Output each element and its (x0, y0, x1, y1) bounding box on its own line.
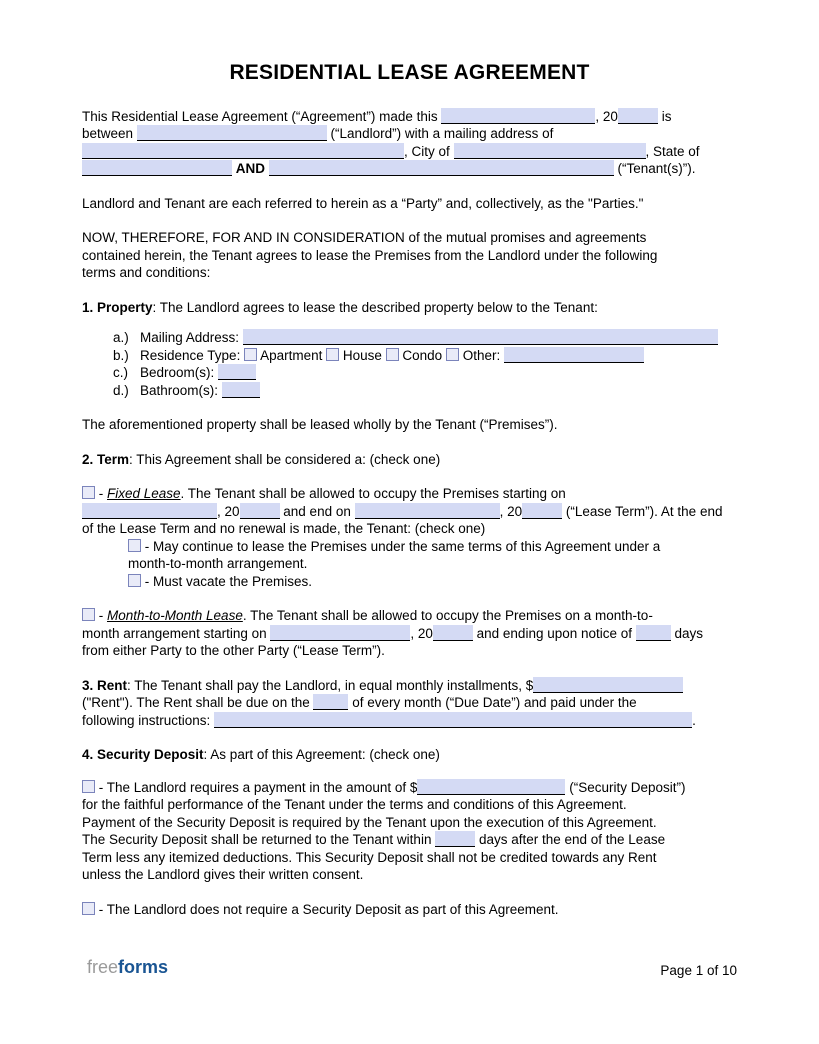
deposit-required-block (82, 779, 737, 884)
deposit-text: Term less any itemized deductions. This Security Deposit shall not be credited towards any Rent (82, 849, 657, 865)
premises-paragraph (82, 416, 737, 434)
dash-text: - (95, 486, 107, 501)
must-vacate-checkbox[interactable] (128, 574, 141, 587)
state-blank[interactable] (82, 160, 232, 176)
agreement-date-blank[interactable] (441, 108, 595, 124)
section-4-heading (82, 746, 737, 764)
section-1-title: 1. Property (82, 299, 153, 315)
deposit-text: unless the Landlord gives their written consent. (82, 867, 364, 882)
month-to-month-text: , 20 (410, 625, 433, 641)
fixed-lease-checkbox[interactable] (82, 486, 95, 499)
month-to-month-checkbox[interactable] (82, 608, 95, 621)
mailing-address-label: Mailing Address: (140, 330, 243, 345)
month-to-month-text: from either Party to the other Party (“Lease Term”). (82, 643, 385, 658)
due-day-blank[interactable] (313, 694, 348, 710)
rent-text: . (692, 712, 696, 728)
fixed-lease-options (128, 538, 737, 591)
fixed-start-date-blank[interactable] (82, 503, 217, 519)
fixed-lease-text: (“Lease Term”). At the end (562, 503, 723, 519)
page-number: Page 1 of 10 (660, 963, 737, 978)
landlord-address-blank[interactable] (82, 143, 404, 159)
fixed-lease-text: . The Tenant shall be allowed to occupy the Premises starting on (180, 486, 566, 501)
deposit-return-days-blank[interactable] (435, 831, 475, 847)
other-label: Other: (458, 347, 504, 363)
deposit-required-checkbox[interactable] (82, 780, 95, 793)
page-footer (87, 956, 737, 980)
apartment-checkbox[interactable] (244, 348, 257, 361)
rent-text: of every month (“Due Date”) and paid under the (348, 695, 637, 710)
consideration-text: contained herein, the Tenant agrees to lease the Premises from the Landlord under the following (82, 247, 658, 263)
list-item (113, 329, 737, 347)
list-item (113, 364, 737, 382)
month-to-month-block (82, 607, 737, 660)
intro-text: This Residential Lease Agreement (“Agreement”) made this (82, 108, 442, 124)
fixed-lease-text: , 20 (499, 503, 523, 519)
fixed-lease-text: and end on (279, 503, 355, 519)
rent-section (82, 677, 737, 730)
consideration-text: terms and conditions: (82, 265, 211, 280)
and-text: AND (235, 161, 266, 176)
section-2-text: : This Agreement shall be considered a: (check one) (129, 451, 441, 467)
list-marker: c.) (113, 365, 128, 380)
may-continue-checkbox[interactable] (128, 539, 141, 552)
fixed-end-date-blank[interactable] (355, 503, 500, 519)
month-to-month-text: days (670, 625, 704, 641)
bedrooms-blank[interactable] (218, 364, 256, 380)
may-continue-text: month-to-month arrangement. (128, 556, 308, 571)
bathrooms-label: Bathroom(s): (140, 382, 222, 398)
tenant-name-blank[interactable] (269, 160, 614, 176)
section-4-title: 4. Security Deposit (82, 747, 204, 762)
rent-text: : The Tenant shall pay the Landlord, in equal monthly installments, $ (127, 677, 534, 693)
condo-label: Condo (398, 347, 446, 363)
intro-text: (“Tenant(s)”). (613, 161, 696, 176)
dash-text: - (95, 608, 107, 623)
intro-text: (“Landlord”) with a mailing address of (326, 126, 554, 141)
month-to-month-label: Month-to-Month Lease (107, 608, 243, 623)
house-label: House (339, 347, 386, 363)
month-to-month-text: month arrangement starting on (82, 625, 271, 641)
freeforms-logo (87, 956, 168, 978)
section-4-text: : As part of this Agreement: (check one) (203, 747, 440, 762)
page-title: RESIDENTIAL LEASE AGREEMENT (229, 61, 590, 84)
section-1-heading (82, 299, 737, 317)
city-blank[interactable] (454, 143, 646, 159)
intro-text: between (82, 126, 137, 141)
apartment-label: Apartment (257, 347, 327, 363)
must-vacate-text: - Must vacate the Premises. (141, 573, 313, 589)
deposit-text: days after the end of the Lease (475, 832, 666, 847)
intro-paragraph (82, 108, 737, 178)
deposit-amount-blank[interactable] (417, 779, 565, 795)
no-deposit-text: - The Landlord does not require a Security Deposit as part of this Agreement. (95, 901, 559, 917)
bathrooms-blank[interactable] (222, 382, 260, 398)
other-checkbox[interactable] (446, 348, 459, 361)
section-1-text: : The Landlord agrees to lease the described property below to the Tenant: (152, 299, 598, 315)
bedrooms-label: Bedroom(s): (140, 365, 219, 380)
no-deposit-checkbox[interactable] (82, 902, 95, 915)
house-checkbox[interactable] (326, 348, 339, 361)
fixed-lease-label: Fixed Lease (107, 486, 181, 501)
other-type-blank[interactable] (504, 347, 644, 363)
no-deposit-block (82, 901, 737, 919)
month-to-month-text: and ending upon notice of (472, 625, 636, 641)
deposit-text: - The Landlord requires a payment in the amount of $ (95, 779, 418, 795)
logo-forms-text: forms (118, 957, 169, 977)
intro-text: is (657, 108, 672, 124)
m2m-start-year-blank[interactable] (433, 625, 473, 641)
property-mailing-address-blank[interactable] (243, 329, 718, 345)
parties-text: Landlord and Tenant are each referred to herein as a “Party” and, collectively, as the "Parties." (82, 195, 644, 211)
section-2-title: 2. Term (82, 451, 130, 467)
residence-type-label: Residence Type: (140, 347, 245, 363)
section-3-title: 3. Rent (82, 677, 128, 693)
rent-text: ("Rent"). The Rent shall be due on the (82, 695, 314, 710)
landlord-name-blank[interactable] (137, 125, 327, 141)
list-marker: d.) (113, 382, 129, 398)
rent-text: following instructions: (82, 712, 215, 728)
list-marker: a.) (113, 330, 129, 345)
parties-paragraph (82, 195, 737, 213)
deposit-text: The Security Deposit shall be returned to the Tenant within (82, 832, 436, 847)
intro-text: , State of (645, 143, 700, 159)
may-continue-text: - May continue to lease the Premises under the same terms of this Agreement under a (141, 538, 661, 554)
consideration-text: NOW, THEREFORE, FOR AND IN CONSIDERATION of the mutual promises and agreements (82, 230, 647, 245)
fixed-lease-text: , 20 (217, 503, 240, 519)
fixed-lease-block (82, 485, 737, 590)
deposit-text: for the faithful performance of the Tenant under the terms and conditions of this Agreement. (82, 797, 627, 812)
agreement-year-blank[interactable] (618, 108, 658, 124)
notice-days-blank[interactable] (636, 625, 671, 641)
m2m-start-date-blank[interactable] (270, 625, 410, 641)
intro-text: , 20 (595, 108, 618, 124)
list-item (113, 347, 737, 365)
fixed-end-year-blank[interactable] (522, 503, 562, 519)
premises-text: The aforementioned property shall be leased wholly by the Tenant (“Premises”). (82, 417, 558, 432)
fixed-lease-text: of the Lease Term and no renewal is made, the Tenant: (check one) (82, 521, 486, 536)
deposit-text: (“Security Deposit”) (565, 779, 686, 795)
list-item (113, 382, 737, 400)
fixed-start-year-blank[interactable] (240, 503, 280, 519)
payment-instructions-blank[interactable] (214, 712, 692, 728)
consideration-paragraph (82, 229, 737, 282)
section-2-heading (82, 451, 737, 469)
list-marker: b.) (113, 347, 129, 363)
property-list (113, 329, 737, 399)
deposit-text: Payment of the Security Deposit is required by the Tenant upon the execution of this Agreement. (82, 814, 657, 830)
condo-checkbox[interactable] (386, 348, 399, 361)
intro-text: , City of (404, 143, 454, 159)
logo-free-text: free (87, 957, 119, 977)
month-to-month-text: . The Tenant shall be allowed to occupy the Premises on a month-to- (242, 608, 653, 623)
rent-amount-blank[interactable] (533, 677, 683, 693)
